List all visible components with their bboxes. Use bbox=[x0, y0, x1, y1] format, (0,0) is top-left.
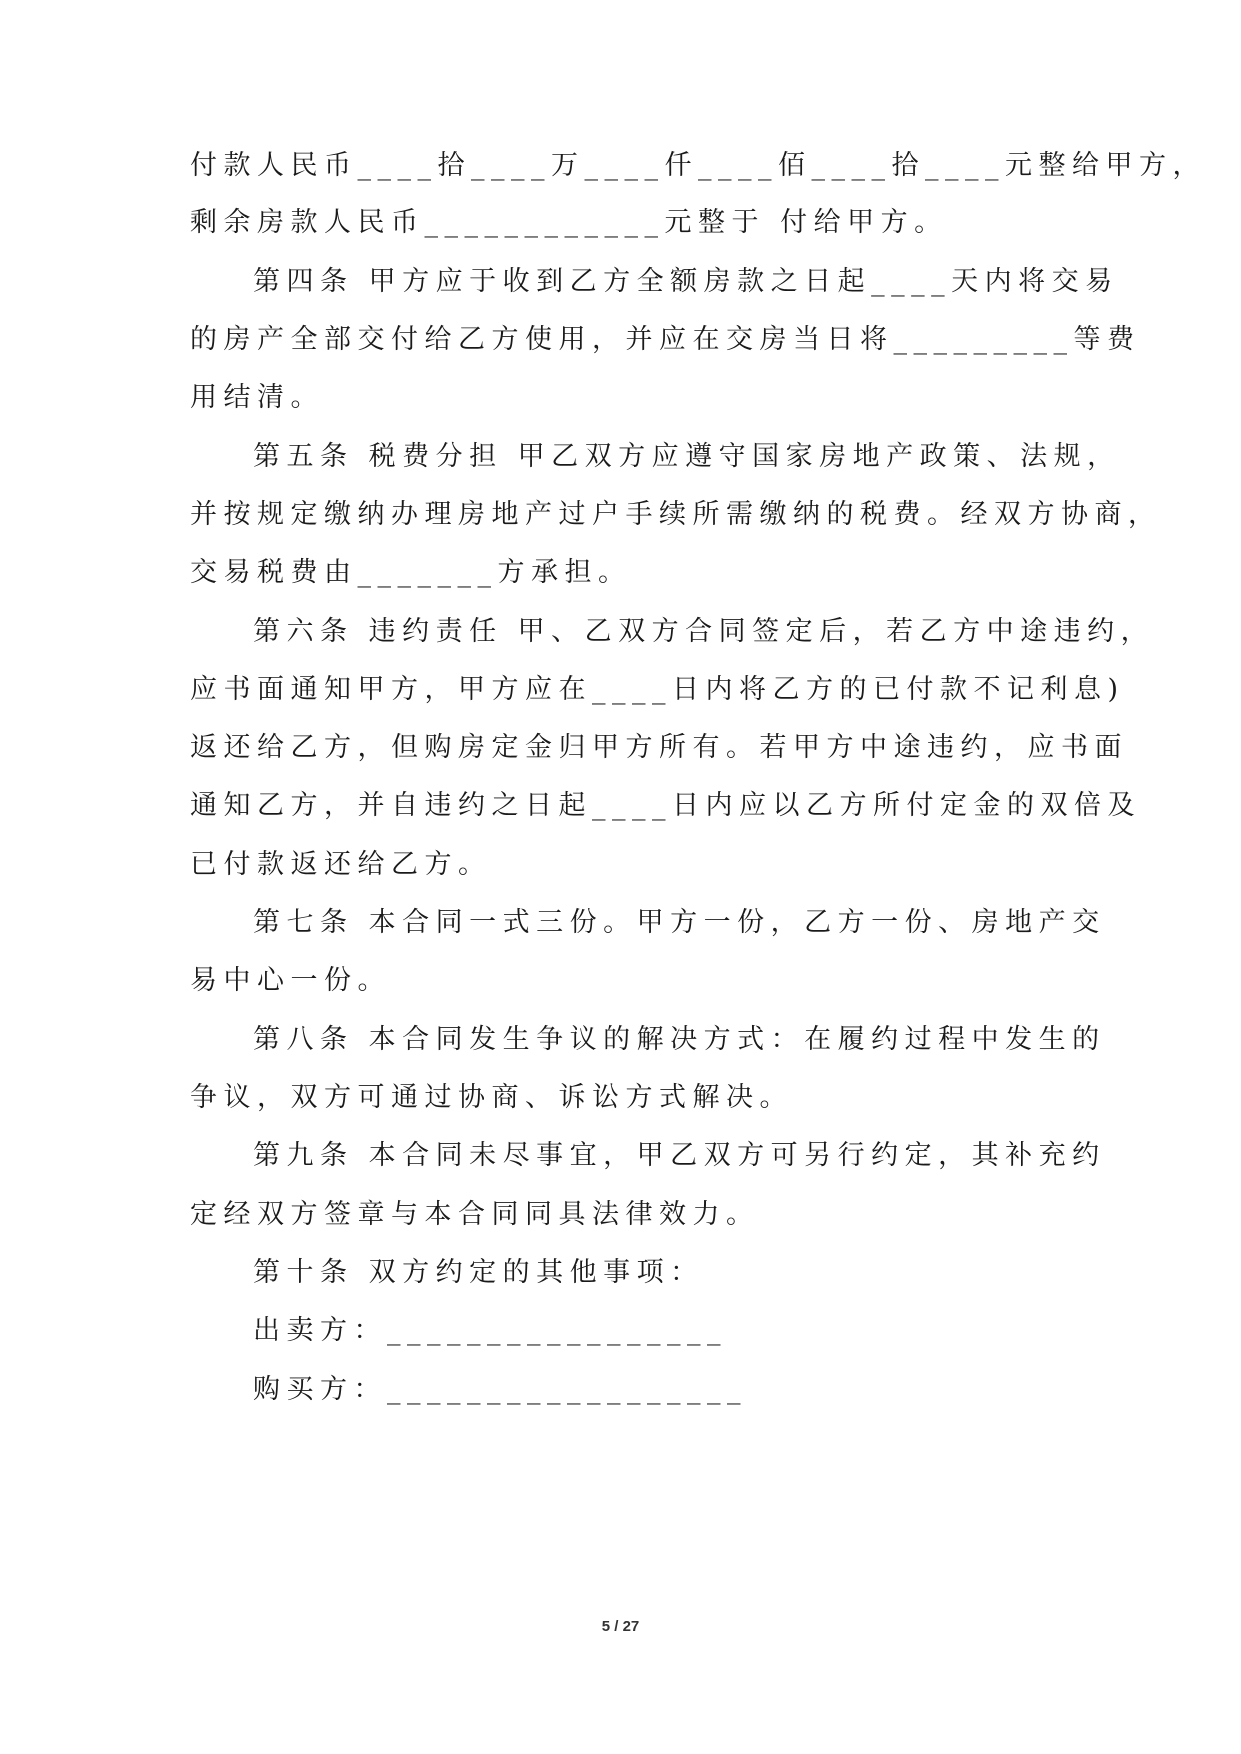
text-line: 第九条 本合同未尽事宜，甲乙双方可另行约定，其补充约 bbox=[253, 1140, 1106, 1171]
text-line: 返还给乙方，但购房定金归甲方所有。若甲方中途违约，应书面 bbox=[190, 732, 1128, 763]
text-line: 第七条 本合同一式三份。甲方一份，乙方一份、房地产交 bbox=[253, 907, 1106, 938]
text-line: 已付款返还给乙方。 bbox=[190, 849, 492, 880]
text-line: 第十条 双方约定的其他事项： bbox=[253, 1257, 704, 1288]
text-line: 付款人民币____拾____万____仟____佰____拾____元整给甲方， bbox=[190, 150, 1206, 181]
text-line: 第八条 本合同发生争议的解决方式：在履约过程中发生的 bbox=[253, 1024, 1106, 1055]
text-line: 用结清。 bbox=[190, 382, 324, 413]
text-line: 定经双方签章与本合同同具法律效力。 bbox=[190, 1199, 760, 1230]
page-number: 5 / 27 bbox=[601, 1618, 640, 1635]
buyer-signature-line: 购买方：__________________ bbox=[253, 1374, 747, 1405]
text-line: 第四条 甲方应于收到乙方全额房款之日起____天内将交易 bbox=[253, 266, 1119, 297]
text-line: 通知乙方，并自违约之日起____日内应以乙方所付定金的双倍及 bbox=[190, 790, 1141, 821]
text-line: 第六条 违约责任 甲、乙双方合同签定后，若乙方中途违约， bbox=[253, 616, 1155, 647]
text-line: 剩余房款人民币____________元整于 付给甲方。 bbox=[190, 207, 948, 238]
text-line: 争议，双方可通过协商、诉讼方式解决。 bbox=[190, 1082, 793, 1113]
seller-signature-line: 出卖方：_________________ bbox=[253, 1315, 727, 1346]
text-line: 应书面通知甲方，甲方应在____日内将乙方的已付款不记利息) bbox=[190, 674, 1125, 705]
text-line: 易中心一份。 bbox=[190, 965, 391, 996]
text-line: 并按规定缴纳办理房地产过户手续所需缴纳的税费。经双方协商， bbox=[190, 499, 1162, 530]
text-line: 的房产全部交付给乙方使用，并应在交房当日将_________等费 bbox=[190, 324, 1141, 355]
text-line: 交易税费由_______方承担。 bbox=[190, 557, 632, 588]
text-line: 第五条 税费分担 甲乙双方应遵守国家房地产政策、法规， bbox=[253, 441, 1121, 472]
